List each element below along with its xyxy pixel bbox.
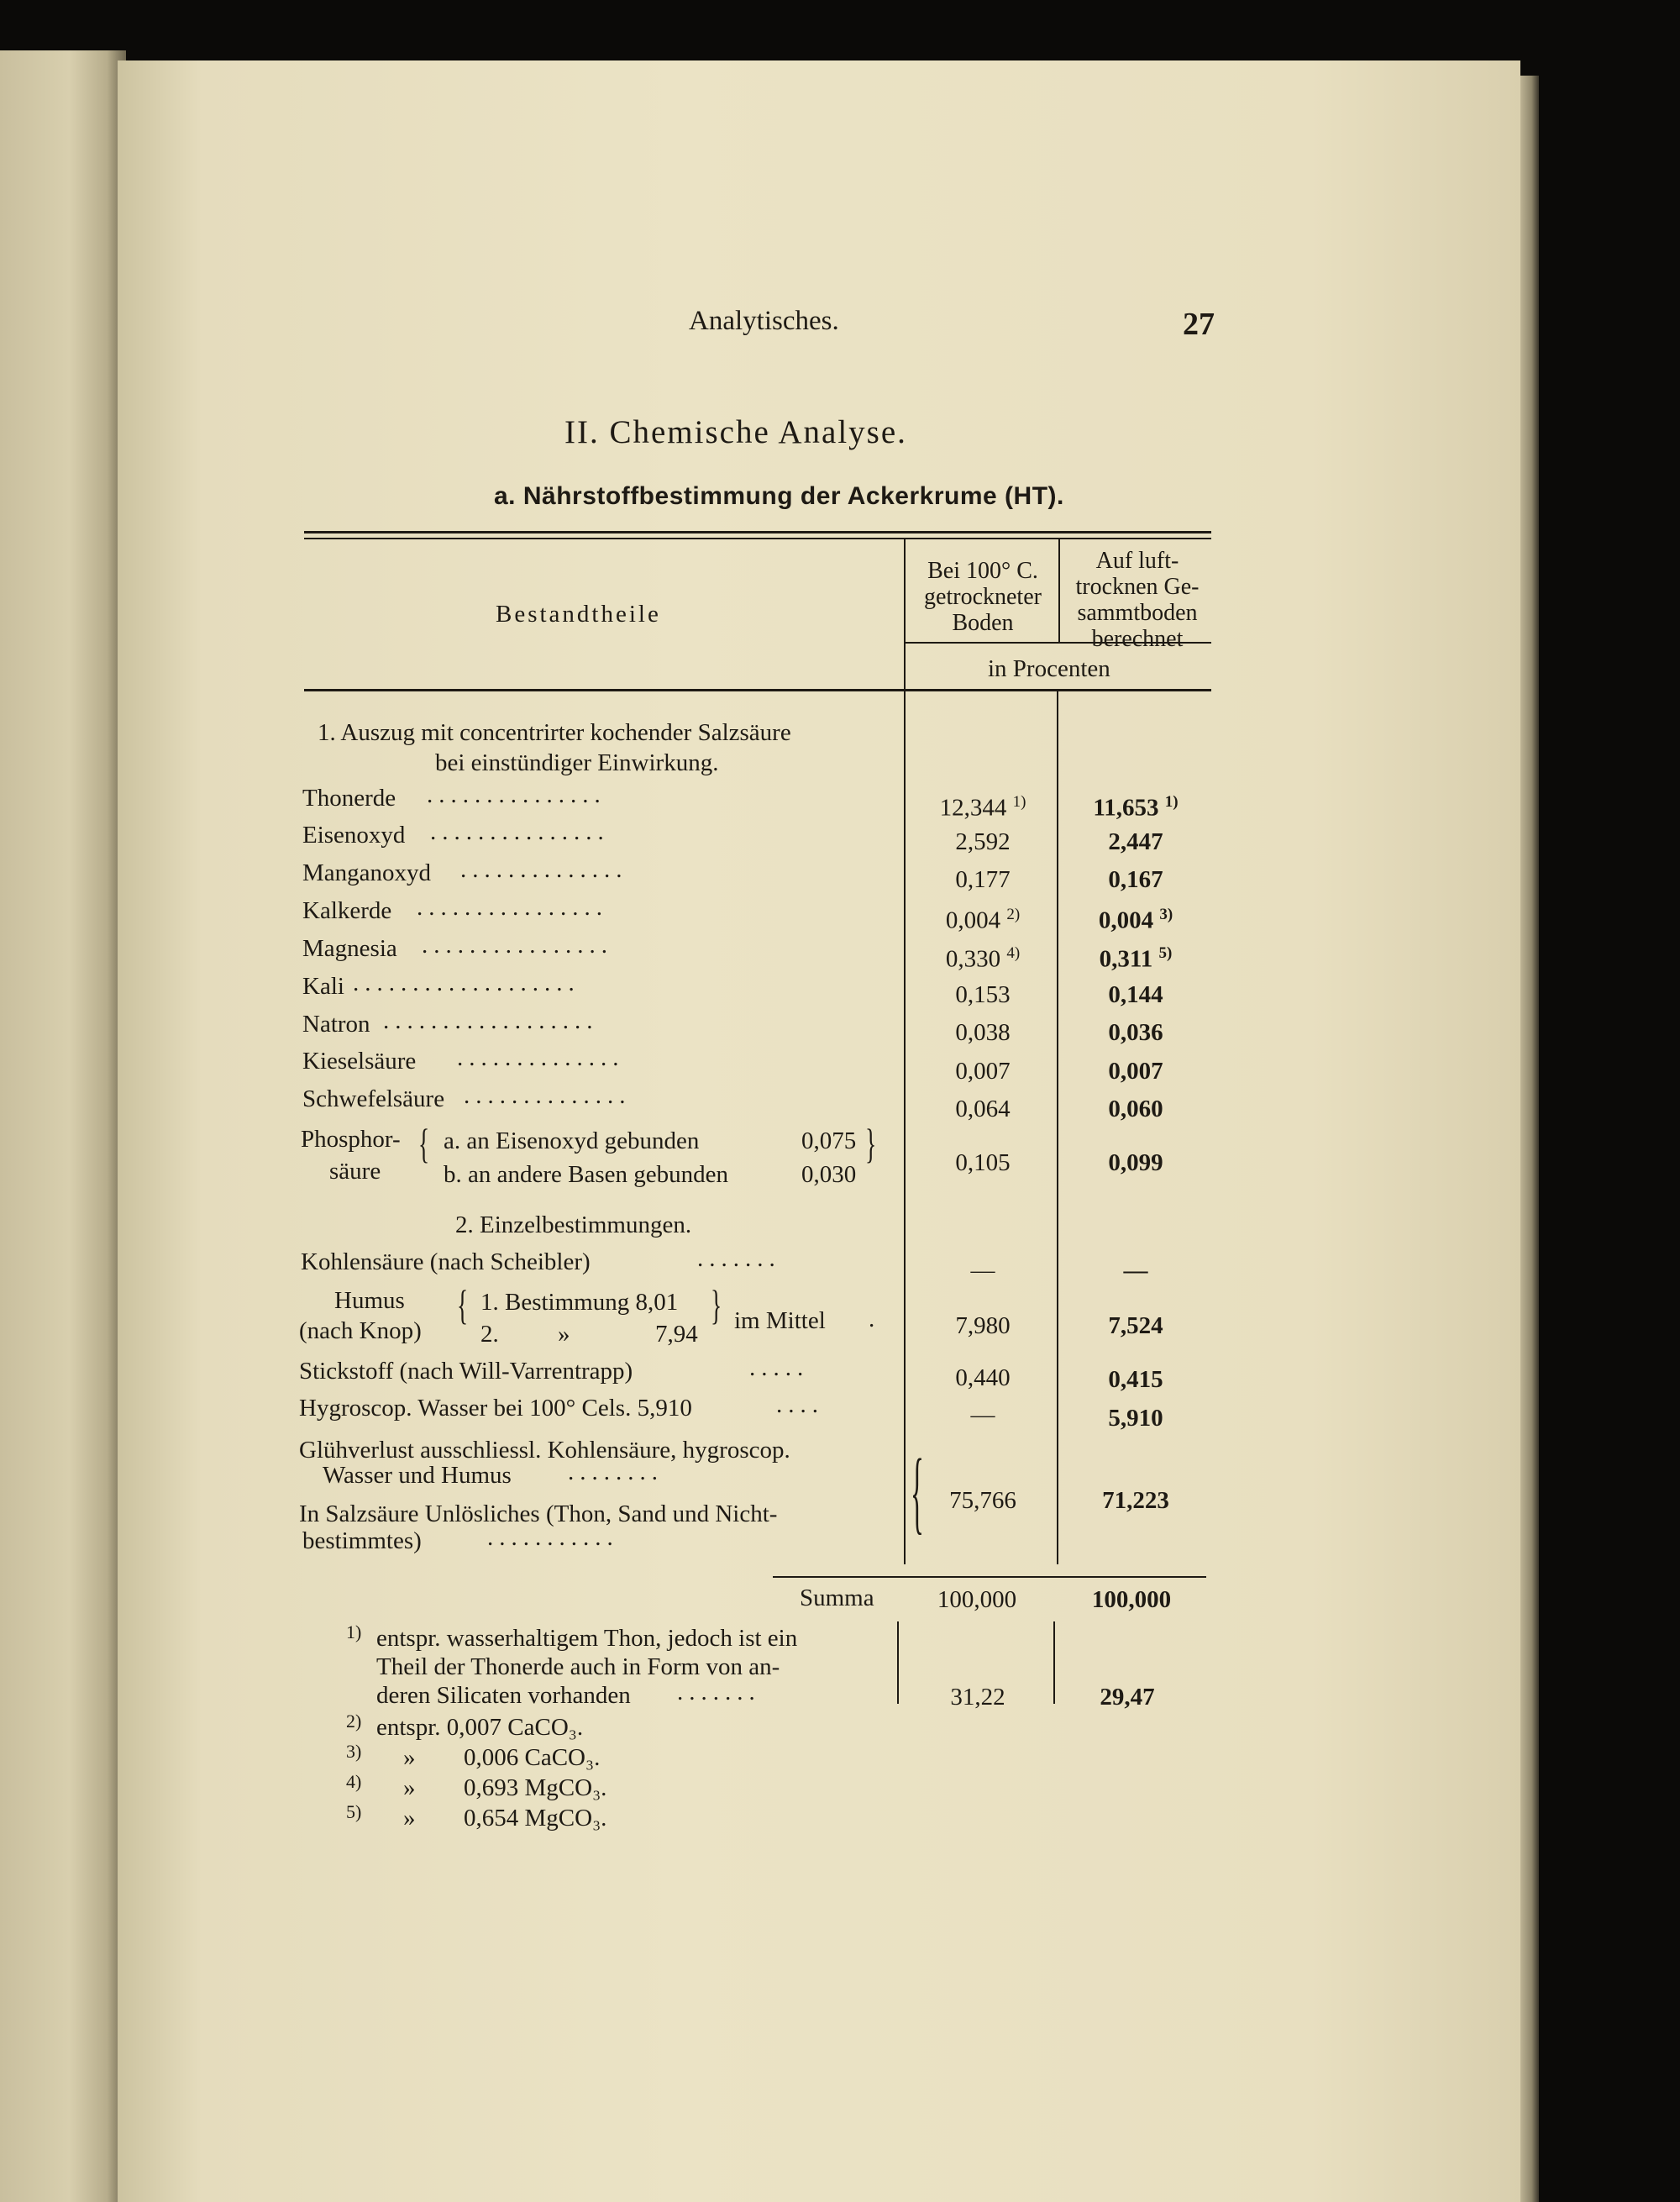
air-value: 0,007: [1108, 1058, 1163, 1085]
row-label: Kieselsäure: [302, 1048, 417, 1075]
leader-dots: ...............: [427, 781, 606, 808]
leader-dots: ...........: [487, 1524, 619, 1551]
dry-value: 0,038: [955, 1019, 1011, 1046]
footnote-mark: 3): [346, 1741, 362, 1762]
row-label: Stickstoff (nach Will-Varrentrapp): [299, 1358, 633, 1385]
humus-bestimmung-2-value: 7,94: [655, 1321, 698, 1348]
dry-value: 31,22: [950, 1684, 1005, 1711]
header-bestandtheile: Bestandtheile: [496, 601, 661, 628]
air-total: 100,000: [1091, 1586, 1172, 1613]
dry-total: 100,000: [937, 1586, 1017, 1613]
leader-dots: ...................: [353, 970, 580, 996]
unloesliches-line2: bestimmtes): [302, 1527, 422, 1554]
dry-value: 0,105: [955, 1149, 1011, 1176]
header-unit: in Procenten: [988, 655, 1110, 682]
phosphor-a-value: 0,075: [801, 1127, 857, 1154]
phosphor-b-value: 0,030: [801, 1161, 857, 1188]
footnote-mark: 4): [346, 1771, 362, 1792]
left-page-edge: [0, 50, 126, 2202]
footnote-divider-1: [897, 1621, 899, 1704]
header-bottom-rule: [304, 689, 1211, 691]
dry-value: —: [970, 1401, 995, 1428]
footnote-divider-2: [1053, 1621, 1055, 1704]
ditto-mark: »: [403, 1805, 416, 1831]
air-value: 29,47: [1100, 1684, 1155, 1711]
leader-dots: ................: [422, 932, 613, 959]
humus-label-1: Humus: [334, 1287, 405, 1314]
leader-dots: .......: [697, 1245, 781, 1272]
page-number: 27: [1183, 307, 1215, 342]
leader-dots: ................: [417, 894, 608, 921]
right-brace: }: [865, 1120, 877, 1167]
leader-dots: ....: [776, 1391, 824, 1418]
air-value: 0,311 $^{5)}$: [1099, 944, 1173, 973]
dry-value: 0,440: [955, 1364, 1011, 1391]
dry-value: 0,064: [955, 1096, 1011, 1122]
phosphor-a: a. an Eisenoxyd gebunden: [444, 1127, 700, 1154]
gluehverlust-line1: Glühverlust ausschliessl. Kohlensäure, hygroscop.: [299, 1437, 790, 1464]
row-label: Eisenoxyd: [302, 822, 406, 849]
group1-line2: bei einstündiger Einwirkung.: [435, 749, 719, 776]
ditto-mark: »: [403, 1744, 416, 1771]
header-air-dry: Auf luft-trocknen Ge-sammtboden berechnet: [1075, 548, 1200, 652]
humus-bestimmung-1: 1. Bestimmung 8,01: [480, 1289, 679, 1316]
row-label: Kalkerde: [302, 897, 392, 924]
leader-dots: ..................: [383, 1007, 599, 1034]
footnote-text: 0,693 MgCO₃.: [464, 1774, 607, 1801]
row-label: Kali: [302, 973, 344, 1000]
header-dry-soil: Bei 100° C. getrockneter Boden: [924, 558, 1042, 636]
footnote-text-line2: Theil der Thonerde auch in Form von an-: [376, 1653, 780, 1680]
group1-line1: 1. Auszug mit concentrirter kochender Salzsäure: [318, 719, 791, 746]
dry-value: 0,007: [955, 1058, 1011, 1085]
air-value: 0,167: [1108, 866, 1163, 893]
column-divider-2-head: [1058, 539, 1060, 642]
air-value: 0,036: [1108, 1019, 1163, 1046]
dry-value: 0,177: [955, 866, 1011, 893]
air-value: 0,004 $^{3)}$: [1098, 906, 1173, 934]
air-value: 0,415: [1108, 1366, 1163, 1393]
subsection-title: a. Nährstoffbestimmung der Ackerkrume (HT).: [494, 482, 1064, 510]
dry-value: 75,766: [949, 1487, 1016, 1514]
left-brace: {: [418, 1120, 430, 1167]
dry-value: 2,592: [955, 828, 1011, 855]
right-page-edge: [1520, 76, 1539, 2202]
dry-value: 0,330 $^{4)}$: [945, 944, 1021, 973]
air-value: 0,060: [1108, 1096, 1163, 1122]
leader-dots: .......: [677, 1679, 761, 1705]
humus-bestimmung-2: 2.: [480, 1321, 499, 1348]
group2-heading: 2. Einzelbestimmungen.: [455, 1211, 692, 1238]
leader-dots: ..............: [457, 1044, 625, 1071]
column-divider-2: [1057, 691, 1058, 1564]
air-value: 0,144: [1108, 981, 1163, 1008]
leader-dots: .....: [749, 1354, 810, 1381]
footnote-text: 0,006 CaCO₃.: [464, 1744, 601, 1771]
dry-value: 0,153: [955, 981, 1011, 1008]
humus-label-2: (nach Knop): [299, 1317, 422, 1344]
footnote-mark: 2): [346, 1711, 362, 1732]
ditto-mark: »: [558, 1321, 570, 1348]
dry-value: —: [970, 1257, 995, 1284]
left-brace: {: [457, 1281, 469, 1328]
row-label: Kohlensäure (nach Scheibler): [301, 1248, 591, 1275]
phosphor-label-1: Phosphor-: [301, 1126, 401, 1153]
leader-dots: ..............: [460, 856, 628, 883]
air-value: 7,524: [1108, 1312, 1163, 1339]
footnote-text-line1: entspr. wasserhaltigem Thon, jedoch ist ein: [376, 1625, 798, 1652]
left-brace: {: [911, 1440, 924, 1542]
section-title: II. Chemische Analyse.: [564, 414, 907, 450]
leader-dots: ..............: [464, 1082, 632, 1109]
footnote-text: 0,654 MgCO₃.: [464, 1805, 607, 1831]
im-mittel: im Mittel: [734, 1307, 826, 1334]
table-top-rule: [304, 531, 1211, 533]
air-value: 5,910: [1108, 1405, 1163, 1432]
air-value: —: [1123, 1257, 1148, 1284]
row-label: Thonerde: [302, 785, 396, 812]
footnote-text: entspr. 0,007 CaCO₃.: [376, 1714, 584, 1741]
air-value: 0,099: [1108, 1149, 1163, 1176]
leader-dot: .: [869, 1306, 875, 1332]
phosphor-b: b. an andere Basen gebunden: [444, 1161, 729, 1188]
summa-label: Summa: [800, 1584, 874, 1611]
air-value: 2,447: [1108, 828, 1163, 855]
row-label: Schwefelsäure: [302, 1085, 445, 1112]
dry-value: 0,004 $^{2)}$: [945, 906, 1021, 934]
air-value: 71,223: [1102, 1487, 1169, 1514]
leader-dots: ...............: [430, 818, 610, 845]
summa-rule: [773, 1576, 1206, 1578]
air-value: 11,653 $^{1)}$: [1093, 793, 1179, 822]
dry-value: 7,980: [955, 1312, 1011, 1339]
column-divider-1: [904, 539, 906, 1564]
row-label: Manganoxyd: [302, 859, 432, 886]
leader-dots: ........: [568, 1458, 664, 1485]
right-brace: }: [711, 1281, 722, 1328]
running-title: Analytisches.: [689, 306, 839, 336]
row-label: Natron: [302, 1011, 370, 1038]
dry-value: 12,344 $^{1)}$: [939, 793, 1026, 822]
row-label: Magnesia: [302, 935, 397, 962]
phosphor-label-2: säure: [329, 1158, 381, 1185]
footnote-mark: 1): [346, 1621, 362, 1642]
footnote-text-line3: deren Silicaten vorhanden: [376, 1682, 631, 1709]
row-label: Hygroscop. Wasser bei 100° Cels. 5,910: [299, 1395, 692, 1422]
gluehverlust-line2: Wasser und Humus: [323, 1462, 512, 1489]
footnote-mark: 5): [346, 1801, 362, 1822]
table-top-rule-2: [304, 538, 1211, 539]
ditto-mark: »: [403, 1774, 416, 1801]
unloesliches-line1: In Salzsäure Unlösliches (Thon, Sand und Nicht-: [299, 1500, 778, 1527]
